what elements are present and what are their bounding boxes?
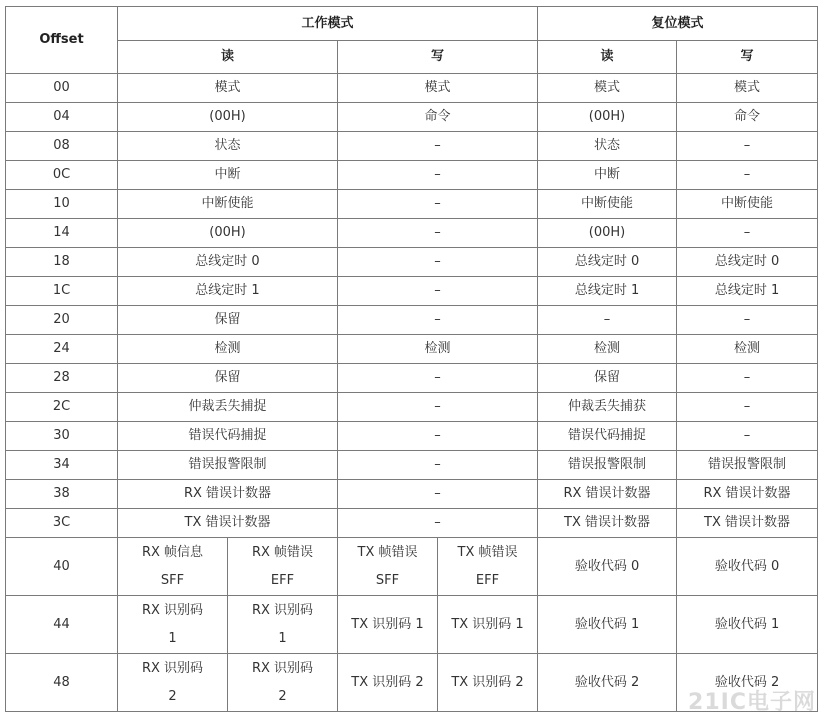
offset-cell: 00 [6, 74, 118, 103]
table-row [6, 422, 818, 451]
work-read-cell: 错误代码捕捉 [118, 422, 338, 451]
table-row [6, 451, 818, 480]
offset-cell: 34 [6, 451, 118, 480]
table-row [6, 480, 818, 509]
reset-write-cell: 模式 [677, 74, 818, 103]
work-write-a-cell [338, 596, 438, 654]
offset-cell: 20 [6, 306, 118, 335]
reset-write-cell: – [677, 393, 818, 422]
work-read-b-cell-line: EFF [270, 572, 295, 588]
reset-read-cell: 验收代码 2 [538, 654, 677, 712]
reset-read-cell: – [538, 306, 677, 335]
reset-write-cell: 验收代码 2 [677, 654, 818, 712]
work-read-b-cell-line: RX 识别码 [251, 660, 314, 676]
reset-write-cell: – [677, 161, 818, 190]
table-row [6, 103, 818, 132]
work-write-b-cell [438, 654, 538, 712]
work-read-b-cell-line: 1 [278, 630, 287, 646]
reset-read-cell: 错误报警限制 [538, 451, 677, 480]
work-write-a-cell [338, 538, 438, 596]
table-body [6, 74, 818, 712]
reset-write-cell: 总线定时 0 [677, 248, 818, 277]
offset-cell: 14 [6, 219, 118, 248]
work-write-cell: – [338, 248, 538, 277]
table-row [6, 393, 818, 422]
reset-read-cell: 验收代码 0 [538, 538, 677, 596]
reset-read-cell: (00H) [538, 219, 677, 248]
reset-read-cell: 验收代码 1 [538, 596, 677, 654]
table-row [6, 596, 818, 654]
work-write-cell: – [338, 190, 538, 219]
work-read-cell: (00H) [118, 219, 338, 248]
work-read-cell: 错误报警限制 [118, 451, 338, 480]
work-read-cell: 仲裁丢失捕捉 [118, 393, 338, 422]
table-row [6, 538, 818, 596]
reset-read-cell: TX 错误计数器 [538, 509, 677, 538]
work-write-cell: – [338, 393, 538, 422]
work-write-b-cell-line: EFF [475, 572, 500, 588]
work-read-cell: 保留 [118, 364, 338, 393]
reset-read-cell: 总线定时 0 [538, 248, 677, 277]
reset-write-cell: 验收代码 1 [677, 596, 818, 654]
work-read-a-cell-line: 1 [168, 630, 177, 646]
work-write-cell: – [338, 480, 538, 509]
offset-cell: 3C [6, 509, 118, 538]
work-read-cell: RX 错误计数器 [118, 480, 338, 509]
table-row [6, 219, 818, 248]
work-read-cell: 检测 [118, 335, 338, 364]
work-write-a-cell [338, 654, 438, 712]
work-write-cell: 命令 [338, 103, 538, 132]
offset-cell: 24 [6, 335, 118, 364]
offset-cell: 0C [6, 161, 118, 190]
register-table-wrapper [5, 6, 817, 712]
reset-write-cell: 命令 [677, 103, 818, 132]
work-read-b-cell [228, 654, 338, 712]
reset-read-cell: 模式 [538, 74, 677, 103]
work-write-b-cell [438, 538, 538, 596]
offset-cell: 38 [6, 480, 118, 509]
table-row [6, 132, 818, 161]
work-write-cell: – [338, 422, 538, 451]
work-read-cell: 模式 [118, 74, 338, 103]
work-mode-header: 工作模式 [118, 7, 538, 41]
work-read-a-cell-line: RX 识别码 [141, 660, 204, 676]
work-write-header: 写 [338, 41, 538, 74]
work-write-cell: – [338, 306, 538, 335]
work-write-cell: – [338, 277, 538, 306]
work-write-cell: – [338, 132, 538, 161]
reset-write-cell: – [677, 219, 818, 248]
reset-write-cell: 验收代码 0 [677, 538, 818, 596]
offset-cell: 30 [6, 422, 118, 451]
work-read-b-cell [228, 538, 338, 596]
work-read-cell: 中断使能 [118, 190, 338, 219]
work-write-cell: 模式 [338, 74, 538, 103]
offset-cell: 08 [6, 132, 118, 161]
offset-cell: 40 [6, 538, 118, 596]
work-write-cell: – [338, 509, 538, 538]
reset-read-cell: 中断使能 [538, 190, 677, 219]
register-table [5, 6, 818, 712]
reset-write-cell: – [677, 422, 818, 451]
offset-cell: 2C [6, 393, 118, 422]
work-read-cell: 总线定时 0 [118, 248, 338, 277]
reset-read-header: 读 [538, 41, 677, 74]
table-row [6, 509, 818, 538]
work-write-b-cell-line: TX 帧错误 [457, 544, 518, 560]
work-write-b-cell [438, 596, 538, 654]
work-write-b-cell-line: TX 识别码 2 [451, 674, 524, 690]
offset-cell: 04 [6, 103, 118, 132]
reset-read-cell: (00H) [538, 103, 677, 132]
reset-read-cell: 中断 [538, 161, 677, 190]
reset-write-header: 写 [677, 41, 818, 74]
reset-read-cell: 状态 [538, 132, 677, 161]
work-write-a-cell-line: TX 识别码 1 [351, 616, 424, 632]
work-write-a-cell-line: SFF [375, 572, 400, 588]
table-row [6, 364, 818, 393]
reset-read-cell: 错误代码捕捉 [538, 422, 677, 451]
reset-write-cell: 错误报警限制 [677, 451, 818, 480]
work-write-a-cell-line: TX 帧错误 [357, 544, 418, 560]
offset-cell: 28 [6, 364, 118, 393]
work-read-a-cell [118, 654, 228, 712]
offset-cell: 10 [6, 190, 118, 219]
reset-write-cell: – [677, 132, 818, 161]
work-read-a-cell [118, 596, 228, 654]
work-read-cell: 状态 [118, 132, 338, 161]
table-row [6, 248, 818, 277]
work-read-header: 读 [118, 41, 338, 74]
reset-write-cell: TX 错误计数器 [677, 509, 818, 538]
reset-write-cell: – [677, 364, 818, 393]
watermark: 21IC电子网 [688, 690, 816, 715]
work-write-cell: – [338, 364, 538, 393]
reset-write-cell: RX 错误计数器 [677, 480, 818, 509]
reset-read-cell: 总线定时 1 [538, 277, 677, 306]
work-write-a-cell-line: TX 识别码 2 [351, 674, 424, 690]
reset-mode-header: 复位模式 [538, 7, 818, 41]
offset-cell: 1C [6, 277, 118, 306]
offset-header: Offset [6, 7, 118, 74]
work-read-a-cell-line: RX 识别码 [141, 602, 204, 618]
work-read-b-cell [228, 596, 338, 654]
work-read-b-cell-line: RX 帧错误 [251, 544, 314, 560]
table-row [6, 335, 818, 364]
work-write-cell: – [338, 161, 538, 190]
work-read-a-cell-line: SFF [160, 572, 185, 588]
work-read-cell: 保留 [118, 306, 338, 335]
reset-read-cell: 保留 [538, 364, 677, 393]
reset-read-cell: 仲裁丢失捕获 [538, 393, 677, 422]
offset-cell: 48 [6, 654, 118, 712]
reset-write-cell: 总线定时 1 [677, 277, 818, 306]
work-read-cell: 中断 [118, 161, 338, 190]
work-write-b-cell-line: TX 识别码 1 [451, 616, 524, 632]
work-read-a-cell-line: RX 帧信息 [141, 544, 204, 560]
work-read-b-cell-line: 2 [278, 688, 287, 704]
table-row [6, 161, 818, 190]
work-read-cell: 总线定时 1 [118, 277, 338, 306]
reset-read-cell: 检测 [538, 335, 677, 364]
offset-cell: 44 [6, 596, 118, 654]
reset-write-cell: 检测 [677, 335, 818, 364]
work-read-b-cell-line: RX 识别码 [251, 602, 314, 618]
work-read-cell: TX 错误计数器 [118, 509, 338, 538]
offset-cell: 18 [6, 248, 118, 277]
work-write-cell: 检测 [338, 335, 538, 364]
reset-write-cell: 中断使能 [677, 190, 818, 219]
work-write-cell: – [338, 451, 538, 480]
work-write-cell: – [338, 219, 538, 248]
work-read-a-cell-line: 2 [168, 688, 177, 704]
table-row [6, 190, 818, 219]
work-read-cell: (00H) [118, 103, 338, 132]
table-row [6, 74, 818, 103]
work-read-a-cell [118, 538, 228, 596]
table-row [6, 277, 818, 306]
reset-write-cell: – [677, 306, 818, 335]
table-row [6, 306, 818, 335]
reset-read-cell: RX 错误计数器 [538, 480, 677, 509]
